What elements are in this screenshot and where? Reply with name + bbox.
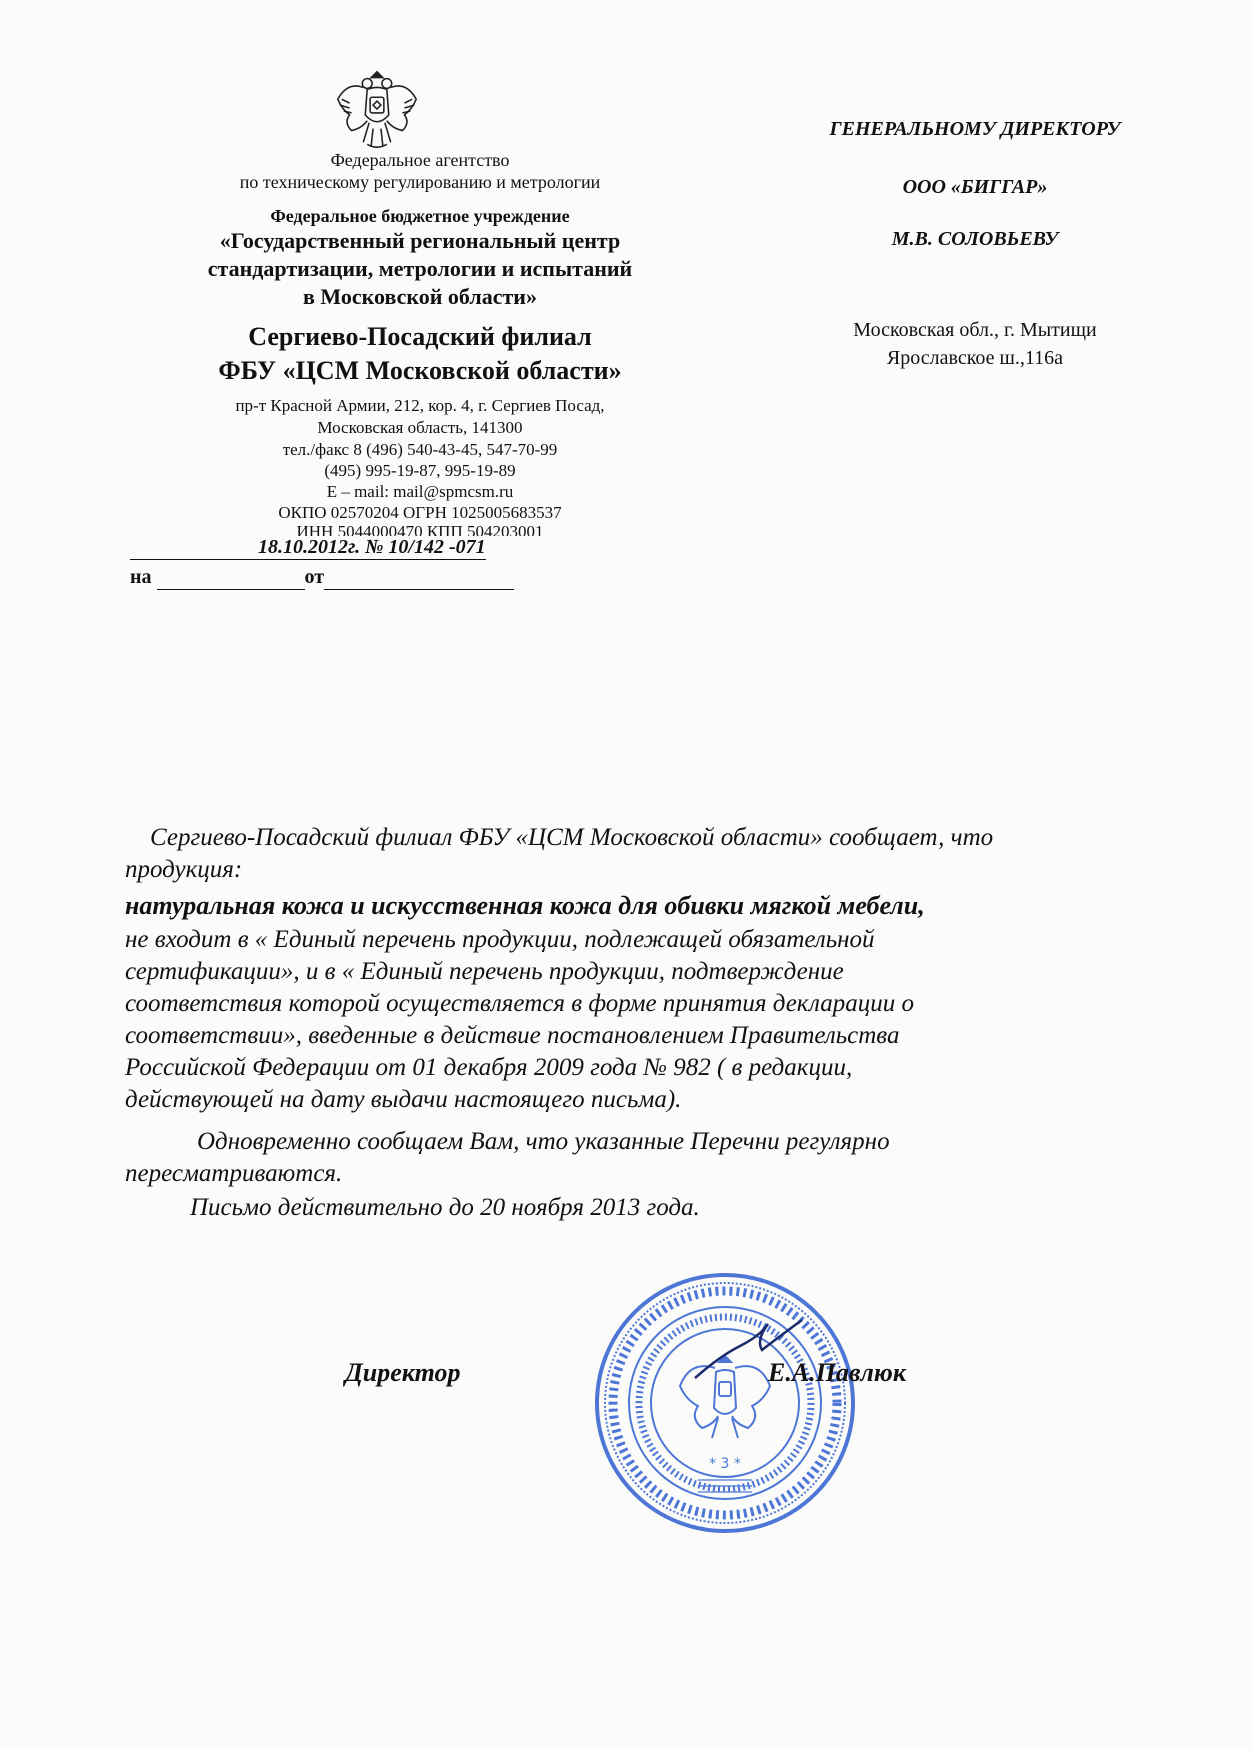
body-paragraph-3-line2: пересматриваются. (125, 1160, 343, 1187)
recipient-address-line2: Ярославское ш.,116а (886, 347, 1064, 369)
recipient-title: ГЕНЕРАЛЬНОМУ ДИРЕКТОРУ (829, 118, 1121, 140)
signatory-name: Е.А.Павлюк (768, 1358, 907, 1387)
recipient-address-line1: Московская обл., г. Мытищи (853, 319, 1097, 341)
validity-statement: Письмо действительно до 20 ноября 2013 года. (190, 1194, 700, 1221)
ot-label: от (304, 566, 325, 588)
branch-phone-line2: (495) 995-19-87, 995-19-89 (324, 461, 516, 480)
outgoing-number: 18.10.2012г. № 10/142 -071 (258, 536, 486, 558)
body-paragraph-2-line1: не входит в « Единый перечень продукции, подлежащей обязательной (125, 926, 875, 953)
signatory-position: Директор (345, 1358, 461, 1387)
body-paragraph-1-line2: продукция: (125, 856, 243, 883)
coat-of-arms-emblem (328, 60, 426, 158)
branch-address-line2: Московская область, 141300 (317, 418, 523, 437)
svg-text:* 3 *: * 3 * (709, 1456, 741, 1472)
na-label: на (130, 566, 152, 588)
recipient-company: ООО «БИГГАР» (902, 176, 1048, 198)
institution-name-line1: «Государственный региональный центр (219, 228, 621, 253)
branch-name-line1: Сергиево-Посадский филиал (248, 322, 592, 351)
outgoing-number-line (130, 536, 486, 560)
branch-email: E – mail: mail@spmcsm.ru (326, 482, 514, 501)
institution-type: Федеральное бюджетное учреждение (270, 206, 570, 226)
na-blank (157, 566, 305, 590)
body-paragraph-2-line5: Российской Федерации от 01 декабря 2009 года № 982 ( в редакции, (125, 1054, 853, 1081)
product-name: натуральная кожа и искусственная кожа для обивки мягкой мебели, (125, 891, 925, 920)
branch-okpo-ogrn: ОКПО 02570204 ОГРН 1025005683537 (278, 503, 562, 522)
incoming-reference-line (130, 566, 514, 590)
body-paragraph-2-line3: соответствия которой осуществляется в форме принятия декларации о (125, 990, 914, 1017)
body-paragraph-2-line4: соответствии», введенные в действие постановлением Правительства (125, 1022, 900, 1049)
branch-phone-line1: тел./факс 8 (496) 540-43-45, 547-70-99 (282, 440, 558, 459)
ot-blank (324, 566, 514, 590)
agency-name-line2: по техническому регулированию и метрологии (239, 172, 601, 192)
official-seal-stamp (590, 1268, 860, 1538)
institution-name-line2: стандартизации, метрологии и испытаний (207, 256, 633, 281)
branch-inn-kpp: ИНН 5044000470 КПП 504203001 (296, 522, 544, 536)
body-paragraph-3-line1: Одновременно сообщаем Вам, что указанные Перечни регулярно (197, 1128, 890, 1155)
body-paragraph-1-line1: Сергиево-Посадский филиал ФБУ «ЦСМ Московской области» сообщает, что (150, 824, 994, 851)
agency-name-line1: Федеральное агентство (330, 150, 510, 170)
recipient-person: М.В. СОЛОВЬЕВУ (891, 228, 1059, 250)
branch-address-line1: пр-т Красной Армии, 212, кор. 4, г. Сергиев Посад, (235, 396, 605, 415)
body-paragraph-2-line2: сертификации», и в « Единый перечень продукции, подтверждение (125, 958, 844, 985)
body-paragraph-2-line6: действующей на дату выдачи настоящего письма). (125, 1086, 682, 1113)
branch-name-line2: ФБУ «ЦСМ Московской области» (218, 356, 622, 385)
blank-underline (130, 536, 258, 560)
institution-name-line3: в Московской области» (303, 284, 537, 309)
